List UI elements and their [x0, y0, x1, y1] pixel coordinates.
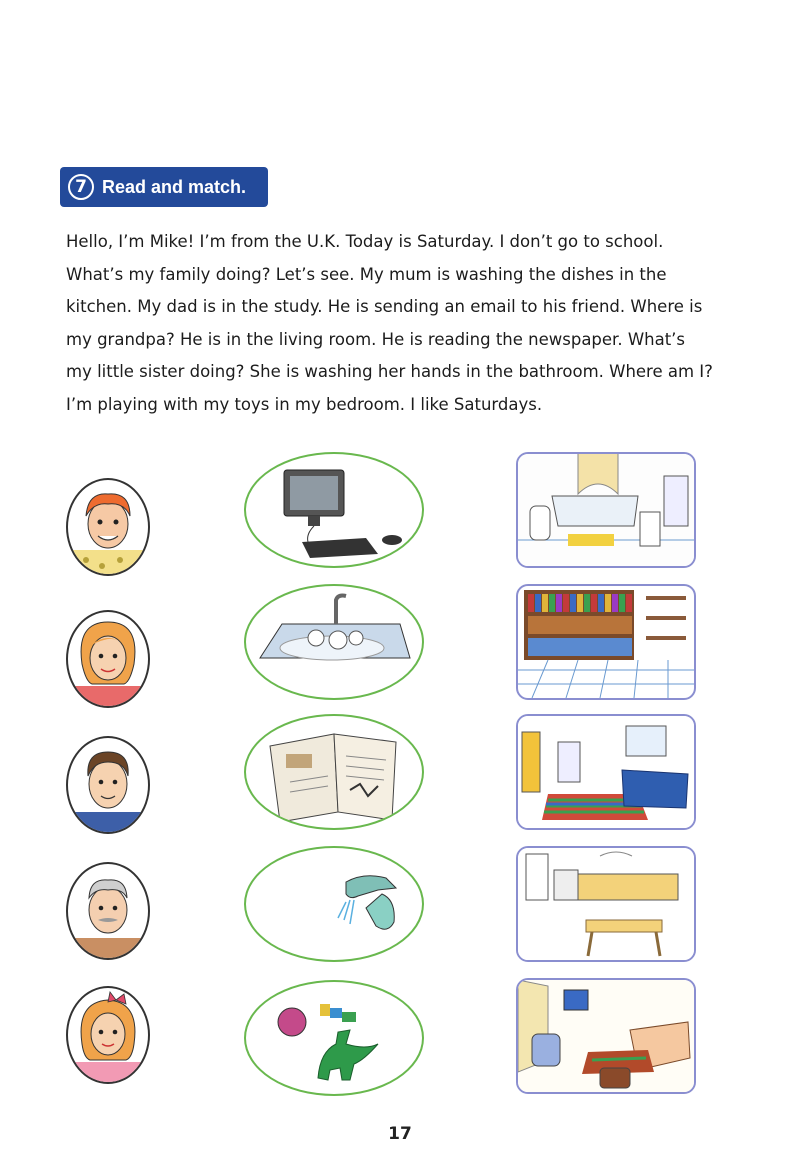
passage-line: Hello, I’m Mike! I’m from the U.K. Today is Saturday. I don’t go to school.	[66, 232, 664, 251]
passage-line: my grandpa? He is in the living room. He is reading the newspaper. What’s	[66, 329, 686, 349]
boy-mike-portrait[interactable]	[66, 478, 150, 576]
exercise-title: Read and match.	[102, 176, 247, 197]
mum-portrait[interactable]	[66, 610, 150, 708]
toys-activity[interactable]	[244, 980, 424, 1096]
sister-portrait[interactable]	[66, 986, 150, 1084]
washing-hands-activity[interactable]	[244, 846, 424, 962]
kitchen-picture[interactable]	[516, 846, 696, 962]
study-picture[interactable]	[516, 584, 696, 700]
bathroom-picture[interactable]	[516, 452, 696, 568]
dad-portrait[interactable]	[66, 736, 150, 834]
washing-dishes-activity[interactable]	[244, 584, 424, 700]
computer-activity[interactable]	[244, 452, 424, 568]
bedroom-picture[interactable]	[516, 714, 696, 830]
passage-line: I’m playing with my toys in my bedroom. I like Saturdays.	[66, 394, 543, 414]
passage-line: What’s my family doing? Let’s see. My mum is washing the dishes in the	[66, 264, 667, 284]
grandpa-portrait[interactable]	[66, 862, 150, 960]
exercise-number: 7	[68, 174, 94, 200]
newspaper-activity[interactable]	[244, 714, 424, 830]
exercise-banner	[60, 167, 268, 207]
passage-line: kitchen. My dad is in the study. He is sending an email to his friend. Where is	[66, 297, 703, 316]
living-room-picture[interactable]	[516, 978, 696, 1094]
passage-line: my little sister doing? She is washing her hands in the bathroom. Where am I?	[66, 362, 713, 381]
page-number: 17	[388, 1124, 412, 1144]
reading-passage	[66, 226, 716, 421]
